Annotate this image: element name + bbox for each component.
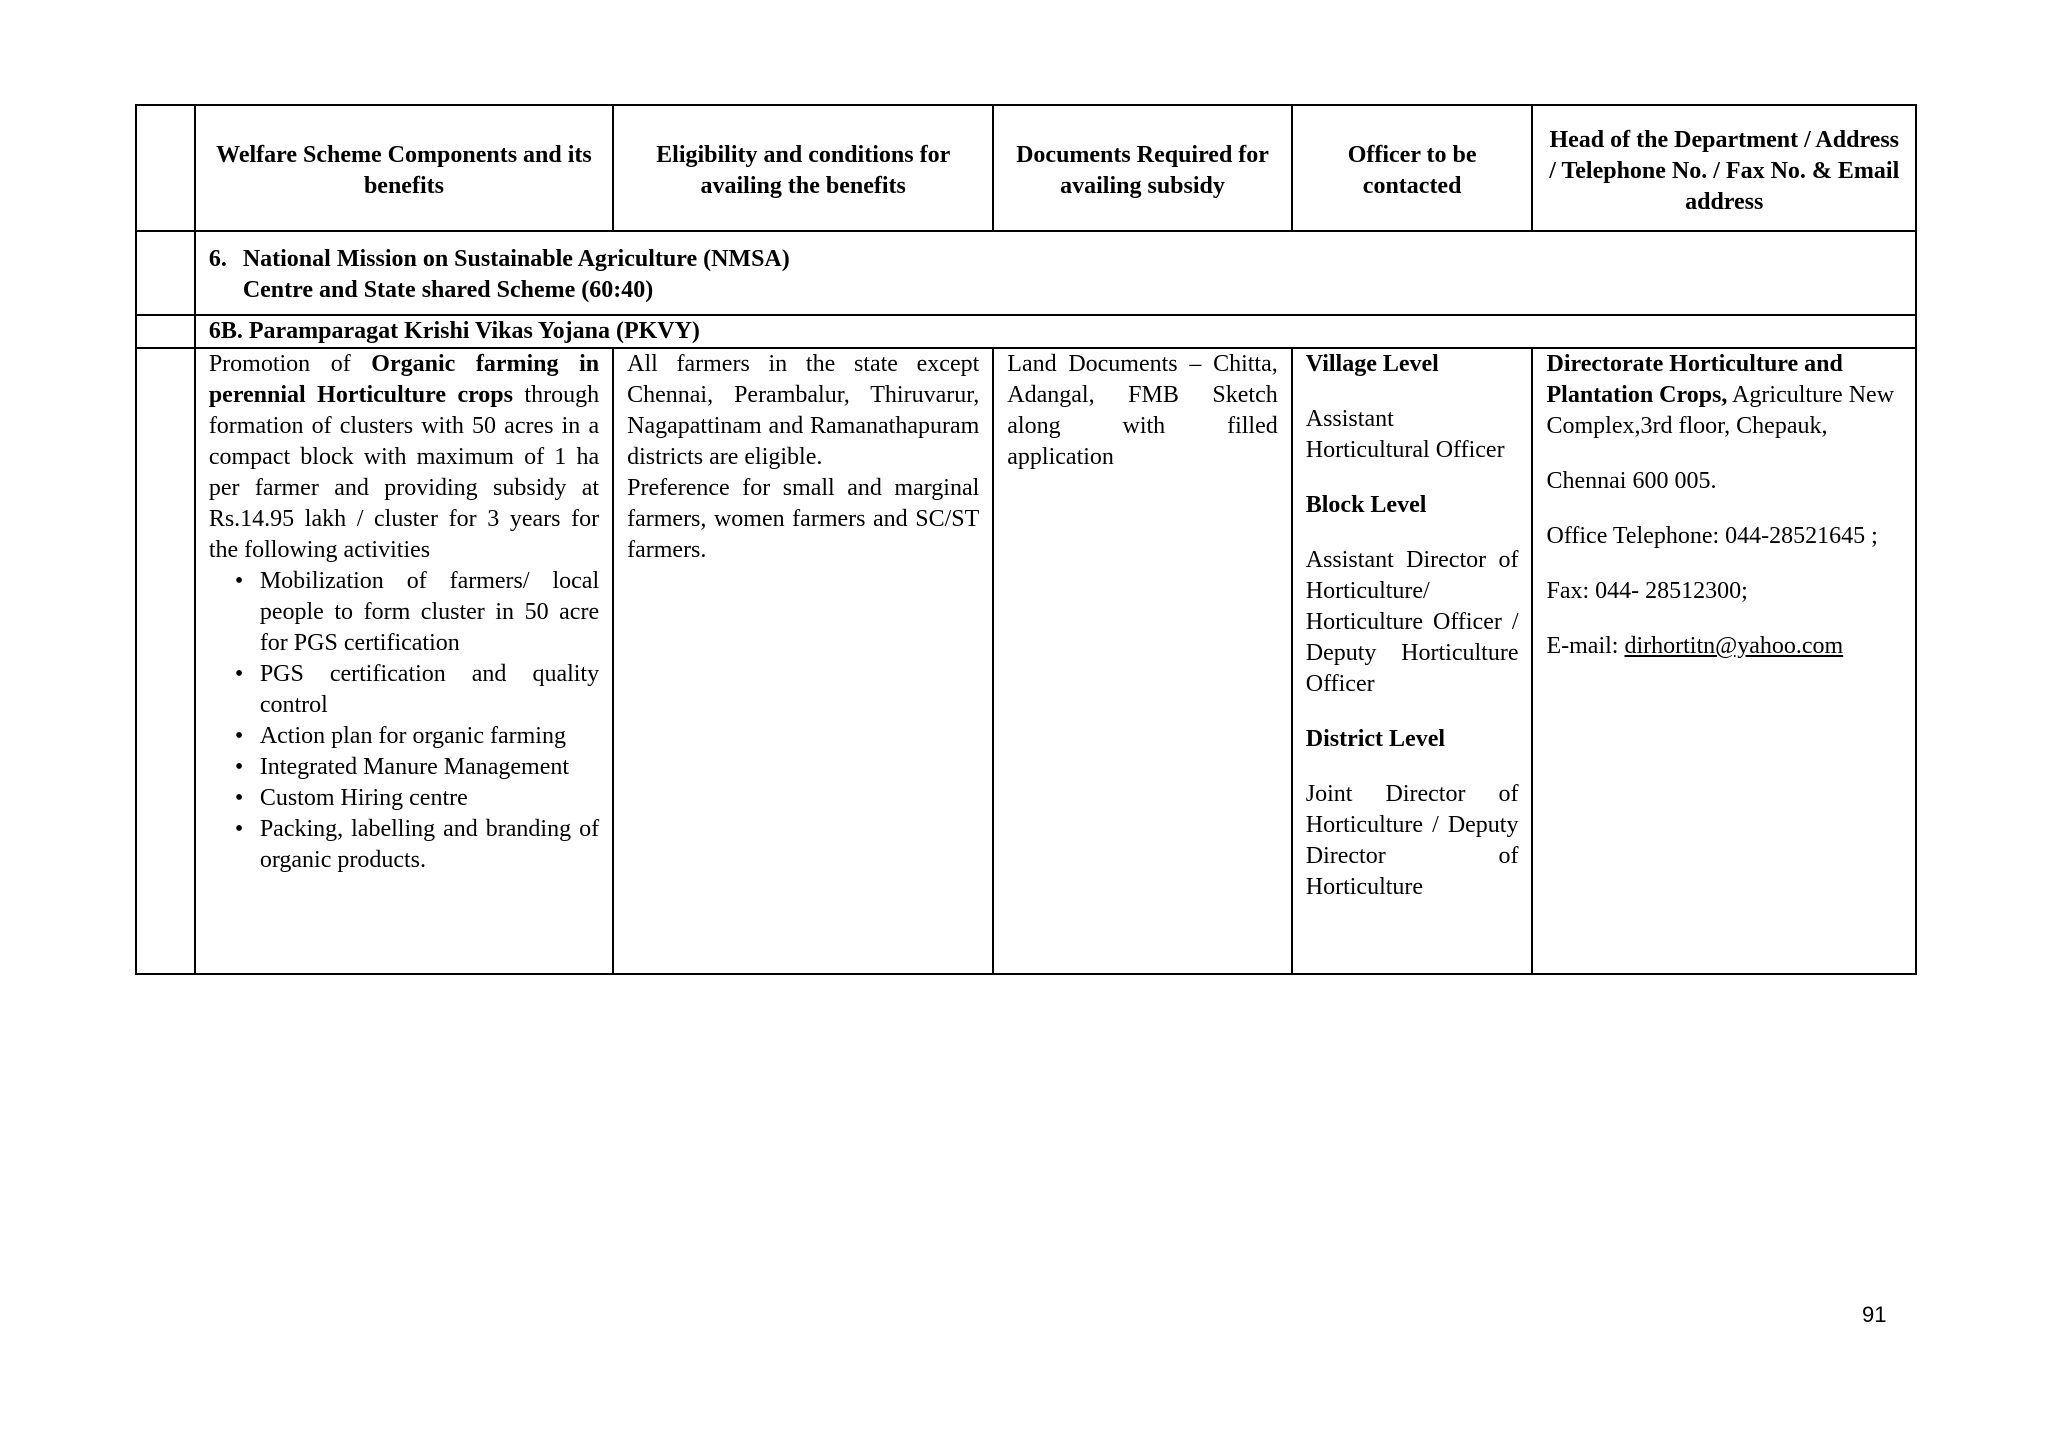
section-row (136, 231, 1916, 315)
hod-fax: Fax: 044- 28512300; (1546, 578, 1748, 604)
village-level-title: Village Level (1305, 351, 1439, 377)
hod-email-label: E-mail: (1546, 633, 1625, 659)
hod-email-line (1546, 631, 1902, 662)
intro-bold: Organic farming in perennial Horticulture crops (208, 351, 600, 408)
section-title (209, 244, 1902, 275)
header-officer: Officer to be contacted (1292, 105, 1533, 231)
header-row (136, 105, 1916, 231)
subsection-serial-cell (136, 315, 195, 348)
list-item: • PGS certification and quality control (260, 659, 599, 721)
section-serial-cell (136, 231, 195, 315)
section-number: 6. (208, 246, 227, 272)
block-level-officer: Assistant Director of Horticulture/ Horticulture Officer / Deputy Horticulture Officer (1305, 547, 1519, 697)
intro-rest: through formation of clusters with 50 acres in a compact block with maximum of 1 ha per farmer and providing subsidy at Rs.14.95 lakh / cluster for 3 years for the following activities (208, 382, 600, 563)
documents-cell (993, 348, 1291, 974)
list-item: • Mobilization of farmers/ local people to form cluster in 50 acre for PGS certification (260, 566, 599, 659)
header-components: Welfare Scheme Components and its benefits (195, 105, 613, 231)
village-level-officer: Assistant Horticultural Officer (1305, 406, 1505, 463)
scheme-row (136, 348, 1916, 974)
hod-name: Directorate Horticulture and Plantation Crops, (1546, 351, 1843, 408)
header-eligibility: Eligibility and conditions for availing the benefits (613, 105, 993, 231)
list-item: • Packing, labelling and branding of organic products. (260, 814, 599, 876)
eligibility-text-1: All farmers in the state except Chennai, Perambalur, Thiruvarur, Nagapattinam and Ramanathapuram districts are eligible. (627, 351, 980, 470)
page-number: 91 (1862, 1302, 1887, 1327)
header-documents: Documents Required for availing subsidy (993, 105, 1291, 231)
hod-address-rest: Agriculture New Complex,3rd floor, Chepauk, (1546, 382, 1895, 439)
list-item: • Integrated Manure Management (260, 752, 599, 783)
hod-city: Chennai 600 005. (1546, 468, 1717, 494)
block-level-title: Block Level (1305, 492, 1427, 518)
section-subtitle: Centre and State shared Scheme (60:40) (242, 277, 654, 303)
scheme-serial-cell (136, 348, 195, 974)
hod-email-link[interactable]: dirhortitn@yahoo.com (1624, 633, 1844, 659)
list-item: • Custom Hiring centre (260, 783, 599, 814)
list-item: • Action plan for organic farming (260, 721, 599, 752)
section-cell (195, 231, 1916, 315)
officer-cell (1292, 348, 1533, 974)
activities-list (209, 566, 599, 876)
hod-telephone: Office Telephone: 044-28521645 ; (1546, 523, 1878, 549)
eligibility-cell (613, 348, 993, 974)
head-of-department-cell (1532, 348, 1916, 974)
header-serial (136, 105, 195, 231)
eligibility-text-2: Preference for small and marginal farmers, women farmers and SC/ST farmers. (627, 475, 980, 563)
subsection-title: 6B. Paramparagat Krishi Vikas Yojana (PKVY) (195, 315, 1916, 348)
intro-prefix: Promotion of (208, 351, 372, 377)
subsection-row (136, 315, 1916, 348)
section-title-text: National Mission on Sustainable Agriculture (NMSA) (242, 246, 790, 272)
documents-text: Land Documents – Chitta, Adangal, FMB Sketch along with filled application (1007, 351, 1278, 470)
components-intro (209, 349, 599, 566)
district-level-title: District Level (1305, 726, 1446, 752)
header-head-of-department: Head of the Department / Address / Telephone No. / Fax No. & Email address (1532, 105, 1916, 231)
hod-address (1546, 349, 1902, 442)
district-level-officer: Joint Director of Horticulture / Deputy Director of Horticulture (1305, 781, 1519, 900)
scheme-table (135, 104, 1917, 975)
components-cell (195, 348, 613, 974)
